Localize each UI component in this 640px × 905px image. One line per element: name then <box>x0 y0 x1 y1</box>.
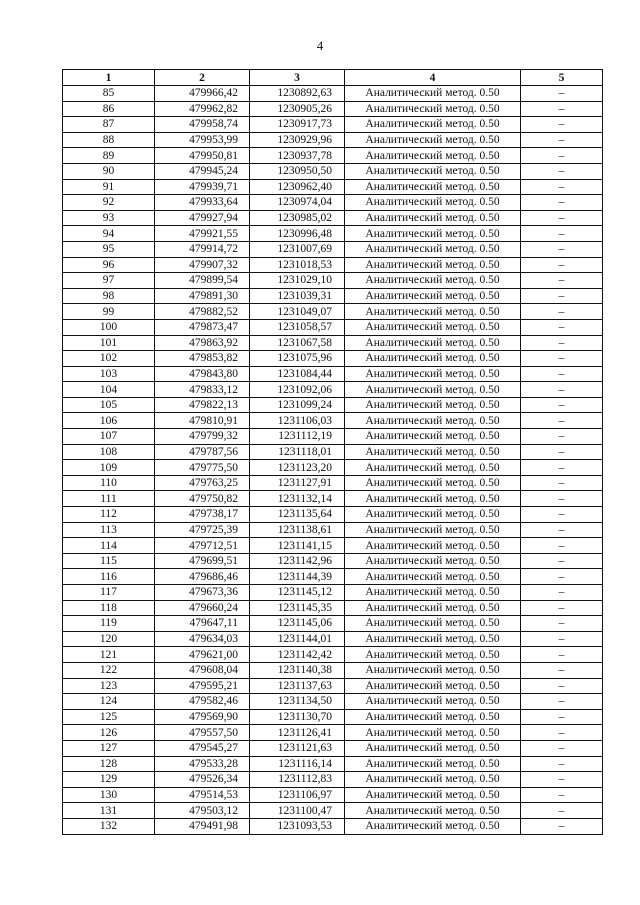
table-row <box>63 585 603 601</box>
method-cell: Аналитический метод. 0.50 <box>345 366 521 382</box>
note-cell: – <box>521 195 603 211</box>
point-number-cell: 112 <box>63 507 155 523</box>
table-row <box>63 366 603 382</box>
point-number-cell: 93 <box>63 210 155 226</box>
header-row <box>63 70 603 86</box>
x-coordinate-cell: 479882,52 <box>155 304 250 320</box>
point-number-cell: 113 <box>63 522 155 538</box>
y-coordinate-cell: 1231118,01 <box>250 444 345 460</box>
x-coordinate-cell: 479843,80 <box>155 366 250 382</box>
method-cell: Аналитический метод. 0.50 <box>345 210 521 226</box>
point-number-cell: 85 <box>63 86 155 102</box>
x-coordinate-cell: 479621,00 <box>155 647 250 663</box>
table-row <box>63 382 603 398</box>
table-row <box>63 662 603 678</box>
note-cell: – <box>521 787 603 803</box>
note-cell: – <box>521 600 603 616</box>
table-row <box>63 475 603 491</box>
point-number-cell: 95 <box>63 241 155 257</box>
point-number-cell: 99 <box>63 304 155 320</box>
point-number-cell: 89 <box>63 148 155 164</box>
table-row <box>63 195 603 211</box>
table-row <box>63 335 603 351</box>
note-cell: – <box>521 382 603 398</box>
y-coordinate-cell: 1231116,14 <box>250 756 345 772</box>
point-number-cell: 121 <box>63 647 155 663</box>
point-number-cell: 103 <box>63 366 155 382</box>
note-cell: – <box>521 210 603 226</box>
table-row <box>63 86 603 102</box>
note-cell: – <box>521 241 603 257</box>
method-cell: Аналитический метод. 0.50 <box>345 304 521 320</box>
method-cell: Аналитический метод. 0.50 <box>345 444 521 460</box>
note-cell: – <box>521 694 603 710</box>
x-coordinate-cell: 479503,12 <box>155 803 250 819</box>
note-cell: – <box>521 475 603 491</box>
method-cell: Аналитический метод. 0.50 <box>345 101 521 117</box>
point-number-cell: 118 <box>63 600 155 616</box>
table-row <box>63 756 603 772</box>
table-row <box>63 273 603 289</box>
x-coordinate-cell: 479569,90 <box>155 709 250 725</box>
method-cell: Аналитический метод. 0.50 <box>345 803 521 819</box>
point-number-cell: 115 <box>63 553 155 569</box>
note-cell: – <box>521 756 603 772</box>
point-number-cell: 91 <box>63 179 155 195</box>
table-row <box>63 818 603 834</box>
x-coordinate-cell: 479914,72 <box>155 241 250 257</box>
table-row <box>63 397 603 413</box>
x-coordinate-cell: 479799,32 <box>155 429 250 445</box>
y-coordinate-cell: 1231145,35 <box>250 600 345 616</box>
table-row <box>63 678 603 694</box>
point-number-cell: 109 <box>63 460 155 476</box>
point-number-cell: 127 <box>63 740 155 756</box>
point-number-cell: 132 <box>63 818 155 834</box>
x-coordinate-cell: 479699,51 <box>155 553 250 569</box>
point-number-cell: 111 <box>63 491 155 507</box>
x-coordinate-cell: 479907,32 <box>155 257 250 273</box>
y-coordinate-cell: 1230929,96 <box>250 132 345 148</box>
note-cell: – <box>521 273 603 289</box>
y-coordinate-cell: 1231075,96 <box>250 351 345 367</box>
x-coordinate-cell: 479582,46 <box>155 694 250 710</box>
point-number-cell: 110 <box>63 475 155 491</box>
method-cell: Аналитический метод. 0.50 <box>345 818 521 834</box>
point-number-cell: 119 <box>63 616 155 632</box>
point-number-cell: 124 <box>63 694 155 710</box>
point-number-cell: 128 <box>63 756 155 772</box>
x-coordinate-cell: 479608,04 <box>155 662 250 678</box>
header-col-3: 3 <box>250 70 345 86</box>
y-coordinate-cell: 1231138,61 <box>250 522 345 538</box>
table-row <box>63 787 603 803</box>
note-cell: – <box>521 304 603 320</box>
note-cell: – <box>521 148 603 164</box>
note-cell: – <box>521 585 603 601</box>
y-coordinate-cell: 1231142,96 <box>250 553 345 569</box>
table-row <box>63 709 603 725</box>
y-coordinate-cell: 1231084,44 <box>250 366 345 382</box>
y-coordinate-cell: 1231126,41 <box>250 725 345 741</box>
table-row <box>63 413 603 429</box>
y-coordinate-cell: 1231121,63 <box>250 740 345 756</box>
note-cell: – <box>521 491 603 507</box>
method-cell: Аналитический метод. 0.50 <box>345 195 521 211</box>
y-coordinate-cell: 1231106,97 <box>250 787 345 803</box>
y-coordinate-cell: 1230892,63 <box>250 86 345 102</box>
method-cell: Аналитический метод. 0.50 <box>345 86 521 102</box>
y-coordinate-cell: 1231123,20 <box>250 460 345 476</box>
y-coordinate-cell: 1231130,70 <box>250 709 345 725</box>
table-row <box>63 491 603 507</box>
y-coordinate-cell: 1231144,39 <box>250 569 345 585</box>
x-coordinate-cell: 479810,91 <box>155 413 250 429</box>
x-coordinate-cell: 479899,54 <box>155 273 250 289</box>
method-cell: Аналитический метод. 0.50 <box>345 631 521 647</box>
method-cell: Аналитический метод. 0.50 <box>345 616 521 632</box>
y-coordinate-cell: 1231112,19 <box>250 429 345 445</box>
y-coordinate-cell: 1231137,63 <box>250 678 345 694</box>
method-cell: Аналитический метод. 0.50 <box>345 600 521 616</box>
point-number-cell: 117 <box>63 585 155 601</box>
point-number-cell: 120 <box>63 631 155 647</box>
x-coordinate-cell: 479958,74 <box>155 117 250 133</box>
x-coordinate-cell: 479822,13 <box>155 397 250 413</box>
y-coordinate-cell: 1230962,40 <box>250 179 345 195</box>
table-row <box>63 226 603 242</box>
y-coordinate-cell: 1230905,26 <box>250 101 345 117</box>
y-coordinate-cell: 1231100,47 <box>250 803 345 819</box>
note-cell: – <box>521 631 603 647</box>
note-cell: – <box>521 803 603 819</box>
note-cell: – <box>521 818 603 834</box>
page-number: 4 <box>316 38 324 53</box>
x-coordinate-cell: 479647,11 <box>155 616 250 632</box>
note-cell: – <box>521 351 603 367</box>
header-col-2: 2 <box>155 70 250 86</box>
method-cell: Аналитический метод. 0.50 <box>345 163 521 179</box>
point-number-cell: 92 <box>63 195 155 211</box>
method-cell: Аналитический метод. 0.50 <box>345 491 521 507</box>
x-coordinate-cell: 479962,82 <box>155 101 250 117</box>
x-coordinate-cell: 479660,24 <box>155 600 250 616</box>
note-cell: – <box>521 429 603 445</box>
point-number-cell: 96 <box>63 257 155 273</box>
note-cell: – <box>521 507 603 523</box>
note-cell: – <box>521 319 603 335</box>
y-coordinate-cell: 1231049,07 <box>250 304 345 320</box>
table-row <box>63 132 603 148</box>
table-header <box>63 70 603 86</box>
point-number-cell: 102 <box>63 351 155 367</box>
table-row <box>63 772 603 788</box>
point-number-cell: 104 <box>63 382 155 398</box>
method-cell: Аналитический метод. 0.50 <box>345 351 521 367</box>
table-row <box>63 507 603 523</box>
table-row <box>63 148 603 164</box>
y-coordinate-cell: 1230974,04 <box>250 195 345 211</box>
note-cell: – <box>521 413 603 429</box>
method-cell: Аналитический метод. 0.50 <box>345 132 521 148</box>
y-coordinate-cell: 1231112,83 <box>250 772 345 788</box>
method-cell: Аналитический метод. 0.50 <box>345 257 521 273</box>
x-coordinate-cell: 479491,98 <box>155 818 250 834</box>
method-cell: Аналитический метод. 0.50 <box>345 241 521 257</box>
note-cell: – <box>521 288 603 304</box>
x-coordinate-cell: 479945,24 <box>155 163 250 179</box>
table-row <box>63 304 603 320</box>
note-cell: – <box>521 226 603 242</box>
method-cell: Аналитический метод. 0.50 <box>345 772 521 788</box>
point-number-cell: 130 <box>63 787 155 803</box>
method-cell: Аналитический метод. 0.50 <box>345 397 521 413</box>
point-number-cell: 98 <box>63 288 155 304</box>
table-row <box>63 803 603 819</box>
table-row <box>63 694 603 710</box>
x-coordinate-cell: 479833,12 <box>155 382 250 398</box>
table-row <box>63 522 603 538</box>
y-coordinate-cell: 1231134,50 <box>250 694 345 710</box>
table-row <box>63 429 603 445</box>
method-cell: Аналитический метод. 0.50 <box>345 117 521 133</box>
note-cell: – <box>521 725 603 741</box>
point-number-cell: 105 <box>63 397 155 413</box>
method-cell: Аналитический метод. 0.50 <box>345 647 521 663</box>
y-coordinate-cell: 1231106,03 <box>250 413 345 429</box>
x-coordinate-cell: 479750,82 <box>155 491 250 507</box>
method-cell: Аналитический метод. 0.50 <box>345 335 521 351</box>
table-row <box>63 241 603 257</box>
note-cell: – <box>521 538 603 554</box>
method-cell: Аналитический метод. 0.50 <box>345 382 521 398</box>
x-coordinate-cell: 479891,30 <box>155 288 250 304</box>
y-coordinate-cell: 1231092,06 <box>250 382 345 398</box>
method-cell: Аналитический метод. 0.50 <box>345 413 521 429</box>
y-coordinate-cell: 1231132,14 <box>250 491 345 507</box>
x-coordinate-cell: 479939,71 <box>155 179 250 195</box>
x-coordinate-cell: 479712,51 <box>155 538 250 554</box>
point-number-cell: 125 <box>63 709 155 725</box>
note-cell: – <box>521 444 603 460</box>
table-row <box>63 319 603 335</box>
point-number-cell: 86 <box>63 101 155 117</box>
method-cell: Аналитический метод. 0.50 <box>345 740 521 756</box>
y-coordinate-cell: 1231127,91 <box>250 475 345 491</box>
x-coordinate-cell: 479557,50 <box>155 725 250 741</box>
note-cell: – <box>521 335 603 351</box>
x-coordinate-cell: 479514,53 <box>155 787 250 803</box>
table-row <box>63 725 603 741</box>
x-coordinate-cell: 479787,56 <box>155 444 250 460</box>
method-cell: Аналитический метод. 0.50 <box>345 756 521 772</box>
note-cell: – <box>521 709 603 725</box>
x-coordinate-cell: 479526,34 <box>155 772 250 788</box>
note-cell: – <box>521 616 603 632</box>
note-cell: – <box>521 647 603 663</box>
y-coordinate-cell: 1231145,06 <box>250 616 345 632</box>
method-cell: Аналитический метод. 0.50 <box>345 538 521 554</box>
point-number-cell: 94 <box>63 226 155 242</box>
note-cell: – <box>521 117 603 133</box>
method-cell: Аналитический метод. 0.50 <box>345 429 521 445</box>
point-number-cell: 90 <box>63 163 155 179</box>
note-cell: – <box>521 101 603 117</box>
table-row <box>63 616 603 632</box>
method-cell: Аналитический метод. 0.50 <box>345 694 521 710</box>
coordinates-table <box>62 69 603 835</box>
point-number-cell: 131 <box>63 803 155 819</box>
table-row <box>63 288 603 304</box>
table-row <box>63 647 603 663</box>
y-coordinate-cell: 1230917,73 <box>250 117 345 133</box>
point-number-cell: 100 <box>63 319 155 335</box>
method-cell: Аналитический метод. 0.50 <box>345 569 521 585</box>
note-cell: – <box>521 163 603 179</box>
table-row <box>63 631 603 647</box>
y-coordinate-cell: 1231141,15 <box>250 538 345 554</box>
x-coordinate-cell: 479686,46 <box>155 569 250 585</box>
note-cell: – <box>521 86 603 102</box>
x-coordinate-cell: 479853,82 <box>155 351 250 367</box>
table-row <box>63 257 603 273</box>
point-number-cell: 126 <box>63 725 155 741</box>
y-coordinate-cell: 1230937,78 <box>250 148 345 164</box>
point-number-cell: 106 <box>63 413 155 429</box>
y-coordinate-cell: 1231018,53 <box>250 257 345 273</box>
table-row <box>63 460 603 476</box>
x-coordinate-cell: 479873,47 <box>155 319 250 335</box>
method-cell: Аналитический метод. 0.50 <box>345 678 521 694</box>
x-coordinate-cell: 479863,92 <box>155 335 250 351</box>
y-coordinate-cell: 1230996,48 <box>250 226 345 242</box>
table-body <box>63 86 603 835</box>
note-cell: – <box>521 678 603 694</box>
note-cell: – <box>521 397 603 413</box>
point-number-cell: 116 <box>63 569 155 585</box>
x-coordinate-cell: 479738,17 <box>155 507 250 523</box>
method-cell: Аналитический метод. 0.50 <box>345 273 521 289</box>
point-number-cell: 87 <box>63 117 155 133</box>
table-row <box>63 553 603 569</box>
table-row <box>63 351 603 367</box>
note-cell: – <box>521 662 603 678</box>
x-coordinate-cell: 479921,55 <box>155 226 250 242</box>
y-coordinate-cell: 1230985,02 <box>250 210 345 226</box>
method-cell: Аналитический метод. 0.50 <box>345 148 521 164</box>
note-cell: – <box>521 179 603 195</box>
table-row <box>63 179 603 195</box>
method-cell: Аналитический метод. 0.50 <box>345 475 521 491</box>
method-cell: Аналитический метод. 0.50 <box>345 522 521 538</box>
y-coordinate-cell: 1231029,10 <box>250 273 345 289</box>
table-row <box>63 101 603 117</box>
method-cell: Аналитический метод. 0.50 <box>345 709 521 725</box>
y-coordinate-cell: 1231039,31 <box>250 288 345 304</box>
x-coordinate-cell: 479673,36 <box>155 585 250 601</box>
method-cell: Аналитический метод. 0.50 <box>345 662 521 678</box>
x-coordinate-cell: 479634,03 <box>155 631 250 647</box>
note-cell: – <box>521 772 603 788</box>
method-cell: Аналитический метод. 0.50 <box>345 725 521 741</box>
x-coordinate-cell: 479763,25 <box>155 475 250 491</box>
method-cell: Аналитический метод. 0.50 <box>345 553 521 569</box>
method-cell: Аналитический метод. 0.50 <box>345 585 521 601</box>
point-number-cell: 123 <box>63 678 155 694</box>
x-coordinate-cell: 479953,99 <box>155 132 250 148</box>
x-coordinate-cell: 479533,28 <box>155 756 250 772</box>
point-number-cell: 108 <box>63 444 155 460</box>
table-row <box>63 444 603 460</box>
y-coordinate-cell: 1231140,38 <box>250 662 345 678</box>
table-row <box>63 117 603 133</box>
point-number-cell: 129 <box>63 772 155 788</box>
x-coordinate-cell: 479933,64 <box>155 195 250 211</box>
point-number-cell: 101 <box>63 335 155 351</box>
method-cell: Аналитический метод. 0.50 <box>345 787 521 803</box>
note-cell: – <box>521 460 603 476</box>
header-col-5: 5 <box>521 70 603 86</box>
table-row <box>63 538 603 554</box>
y-coordinate-cell: 1231058,57 <box>250 319 345 335</box>
point-number-cell: 122 <box>63 662 155 678</box>
y-coordinate-cell: 1231142,42 <box>250 647 345 663</box>
y-coordinate-cell: 1231067,58 <box>250 335 345 351</box>
point-number-cell: 107 <box>63 429 155 445</box>
y-coordinate-cell: 1231145,12 <box>250 585 345 601</box>
table-row <box>63 740 603 756</box>
note-cell: – <box>521 366 603 382</box>
y-coordinate-cell: 1230950,50 <box>250 163 345 179</box>
note-cell: – <box>521 740 603 756</box>
method-cell: Аналитический метод. 0.50 <box>345 179 521 195</box>
note-cell: – <box>521 132 603 148</box>
x-coordinate-cell: 479545,27 <box>155 740 250 756</box>
method-cell: Аналитический метод. 0.50 <box>345 288 521 304</box>
header-col-4: 4 <box>345 70 521 86</box>
note-cell: – <box>521 522 603 538</box>
x-coordinate-cell: 479966,42 <box>155 86 250 102</box>
note-cell: – <box>521 257 603 273</box>
y-coordinate-cell: 1231093,53 <box>250 818 345 834</box>
method-cell: Аналитический метод. 0.50 <box>345 319 521 335</box>
x-coordinate-cell: 479725,39 <box>155 522 250 538</box>
x-coordinate-cell: 479950,81 <box>155 148 250 164</box>
y-coordinate-cell: 1231007,69 <box>250 241 345 257</box>
point-number-cell: 88 <box>63 132 155 148</box>
point-number-cell: 114 <box>63 538 155 554</box>
point-number-cell: 97 <box>63 273 155 289</box>
table-row <box>63 569 603 585</box>
x-coordinate-cell: 479775,50 <box>155 460 250 476</box>
method-cell: Аналитический метод. 0.50 <box>345 226 521 242</box>
table-row <box>63 163 603 179</box>
y-coordinate-cell: 1231099,24 <box>250 397 345 413</box>
method-cell: Аналитический метод. 0.50 <box>345 507 521 523</box>
y-coordinate-cell: 1231135,64 <box>250 507 345 523</box>
x-coordinate-cell: 479927,94 <box>155 210 250 226</box>
table-row <box>63 210 603 226</box>
note-cell: – <box>521 553 603 569</box>
y-coordinate-cell: 1231144,01 <box>250 631 345 647</box>
note-cell: – <box>521 569 603 585</box>
header-col-1: 1 <box>63 70 155 86</box>
x-coordinate-cell: 479595,21 <box>155 678 250 694</box>
method-cell: Аналитический метод. 0.50 <box>345 460 521 476</box>
table-row <box>63 600 603 616</box>
